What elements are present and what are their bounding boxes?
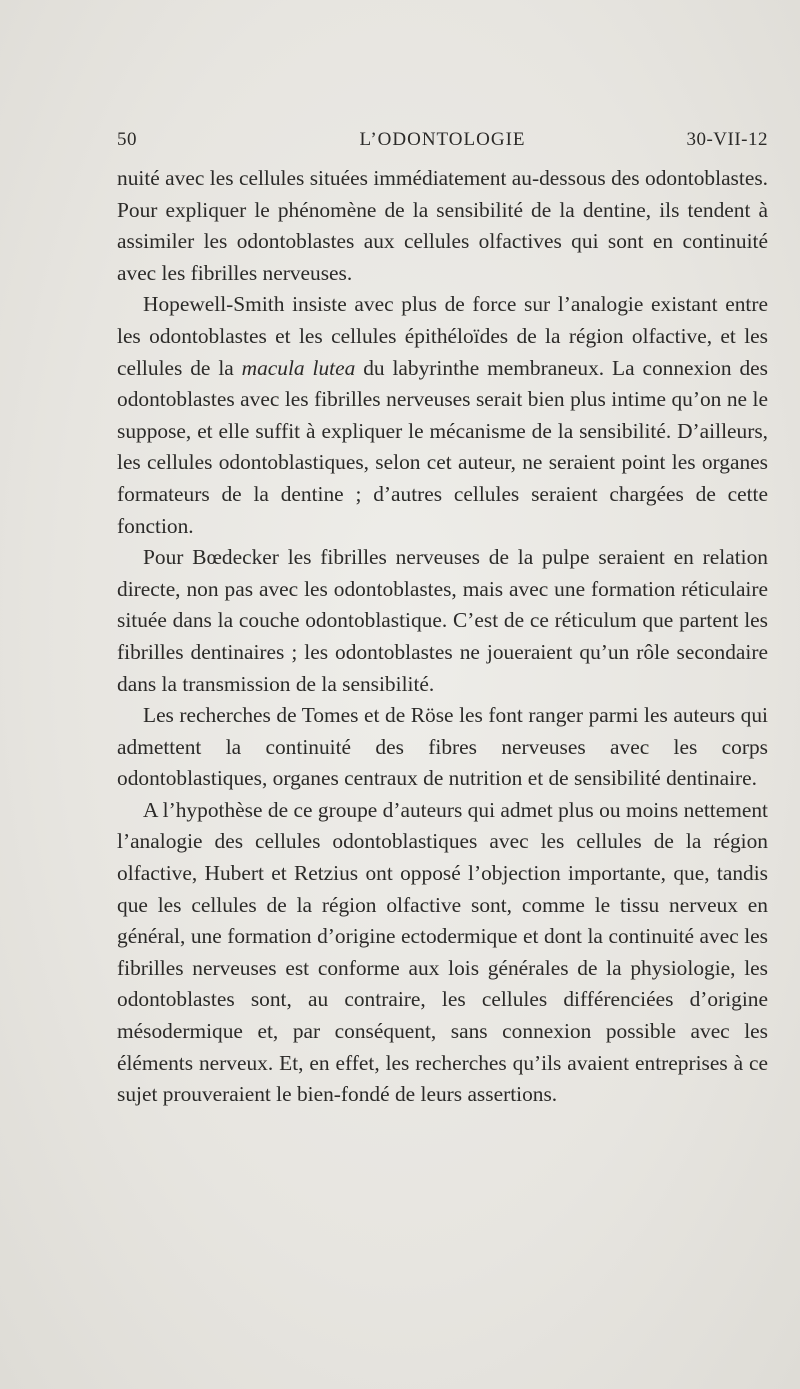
- paragraph-continuation: nuité avec les cellules situées immédiatement au-dessous des odontoblastes. Pour expliquer le phénomène de la sensibilité de la dentine, ils tendent à assimiler les odontoblastes aux cellules olfactives qui sont en continuité avec les fibrilles nerveuses.: [117, 166, 768, 285]
- journal-title: L’ODONTOLOGIE: [359, 129, 526, 150]
- issue-date: 30-VII-12: [686, 129, 768, 150]
- paragraph-italic-term: macula lutea: [241, 355, 356, 380]
- running-header: [117, 127, 768, 157]
- page-number: 50: [117, 129, 137, 150]
- paragraph-tomes-rose: Les recherches de Tomes et de Röse les font ranger parmi les auteurs qui admettent la continuité des fibres nerveuses avec les corps odontoblastiques, organes centraux de nutrition et de sensibilité dentinaire.: [117, 703, 768, 791]
- paragraph-text: Hopewell-Smith insiste avec plus de force sur l’analogie existant entre les odontoblastes et les cellules épithéloïdes de la région olfactive, et les cellules de la: [117, 292, 768, 380]
- paragraph-hubert-retzius: A l’hypothèse de ce groupe d’auteurs qui admet plus ou moins nettement l’analogie des cellules odontoblastiques avec les cellules de la région olfactive, Hubert et Retzius ont opposé l’objection importante, que, tandis que les cellules de la région olfactive sont, comme le tissu nerveux en général, une formation d’origine ectodermique et dont la continuité avec les fibrilles nerveuses est conforme aux lois générales de la physiologie, les odontoblastes sont, au contraire, les cellules différenciées d’origine mésodermique et, par conséquent, sans connexion possible avec les éléments nerveux. Et, en effet, les recherches qu’ils avaient entreprises à ce sujet prouveraient le bien-fondé de leurs assertions.: [117, 797, 768, 1107]
- paragraph-hopewell-smith: [117, 289, 768, 542]
- body-text: [117, 163, 768, 1111]
- paragraph-text: du labyrinthe membraneux. La connexion des odontoblastes avec les fibrilles nerveuses serait bien plus intime qu’on ne le suppose, et elle suffit à expliquer le mécanisme de la sensibilité. D’ailleurs, les cellules odontoblastiques, selon cet auteur, ne seraient point les organes formateurs de la dentine ; d’autres cellules seraient chargées de cette fonction.: [117, 355, 768, 538]
- paragraph-boedecker: Pour Bœdecker les fibrilles nerveuses de la pulpe seraient en relation directe, non pas avec les odontoblastes, mais avec une formation réticulaire située dans la couche odontoblastique. C’est de ce réticulum que partent les fibrilles dentinaires ; les odontoblastes ne joueraient qu’un rôle secondaire dans la transmission de la sensibilité.: [117, 545, 768, 696]
